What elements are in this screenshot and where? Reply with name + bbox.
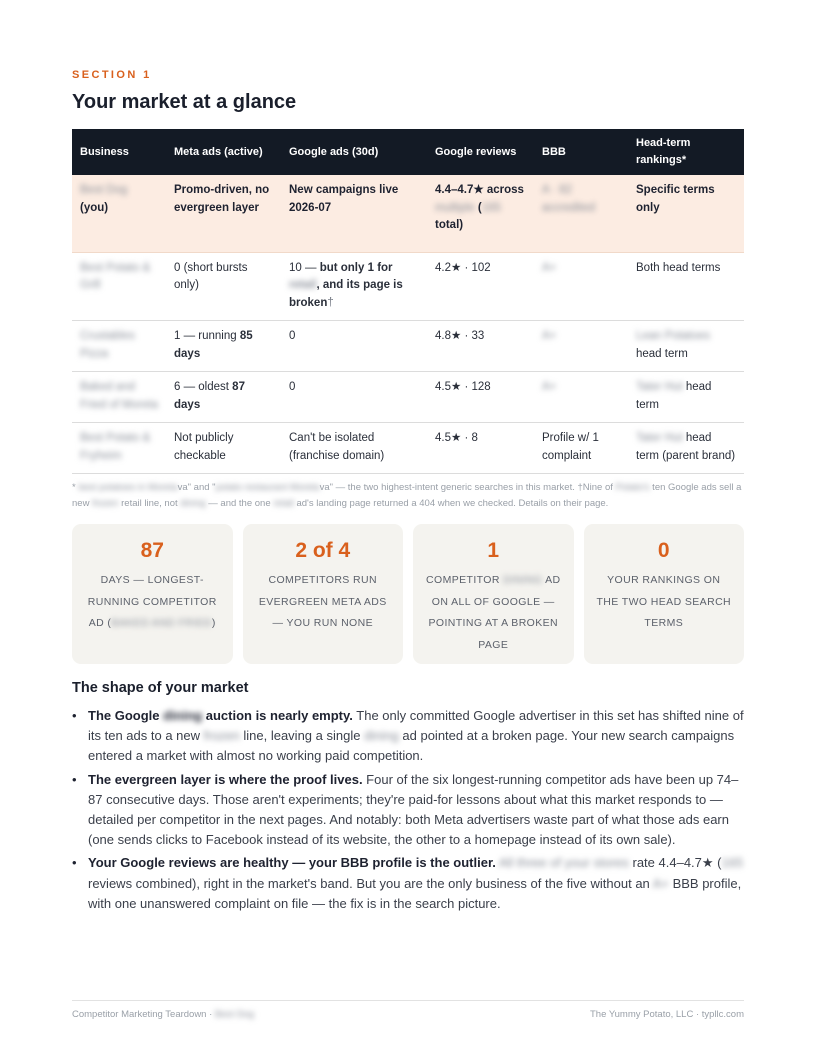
stat-cards [72, 524, 744, 664]
footnote-text: * [72, 482, 79, 493]
cell-meta [166, 321, 281, 372]
cell-reviews: 4.2★ · 102 [427, 252, 534, 321]
table-header-row [72, 129, 744, 175]
cell-bbb [534, 175, 628, 252]
stat-caption-text: COMPETITOR [426, 574, 504, 586]
bullet-text: reviews combined), right in the market's band. But you are the only business of the five without an [88, 875, 653, 891]
footer-divider [72, 1000, 744, 1001]
footnote-redacted: Potato's [615, 482, 650, 493]
bbb-redacted: A+ [542, 261, 557, 274]
rankings-redacted: Tater Hut [636, 432, 683, 444]
header-meta-ads: Meta ads (active) [166, 129, 281, 175]
bullet-redacted: frozen [203, 728, 240, 744]
bullet-text: Four of the six longest-running competitor ads have been up 74–87 consecutive days. Those aren't experiments; they're paid-for lessons about what this market responds to — detailed per competitor in the next pages. And notably: both Meta advertisers waste part of what those ads earn (one sends clicks to Facebook instead of its website, the other to a homepage instead of its own sale). [88, 771, 739, 848]
bullet-dot: • [72, 771, 77, 787]
footnote-text: va" — the two highest-intent generic searches in this market. †Nine of [319, 482, 616, 493]
table-row [72, 423, 744, 474]
reviews-paren: ( [477, 201, 482, 214]
footnote-text: ad's landing page returned a 404 when we checked. Details on their page. [293, 497, 609, 509]
cell-google-ads: Can't be isolated (franchise domain) [281, 423, 427, 474]
bbb-redacted: A+ [542, 381, 557, 393]
header-google-ads: Google ads (30d) [281, 129, 427, 175]
bullet-text: line, leaving a single [239, 728, 365, 744]
stat-number: 0 [657, 539, 670, 562]
cell-business [72, 252, 166, 321]
meta-text: 1 — running [174, 330, 240, 342]
rankings-text: head term [636, 347, 688, 360]
bullet-redacted: dining [364, 728, 399, 744]
cell-business [72, 372, 166, 423]
stat-card [584, 524, 745, 664]
business-name-redacted: Best Potato & Fryheim [80, 432, 151, 462]
stat-caption-text: AD ON ALL OF GOOGLE — POINTING AT A BROKEN PAGE [428, 574, 561, 651]
stat-caption [84, 570, 221, 635]
table-row [72, 372, 744, 423]
footnote-redacted: frozen [92, 497, 119, 509]
footnote-text: retail line, not [118, 497, 181, 509]
meta-text: 6 — oldest [174, 381, 233, 393]
stat-card [72, 524, 233, 664]
footnote-text: — and the one [205, 497, 274, 509]
cell-google-ads: 0 [281, 372, 427, 423]
cell-google-ads [281, 252, 427, 321]
list-item [72, 853, 744, 914]
cell-reviews: 4.5★ · 128 [427, 372, 534, 423]
page-title: Your market at a glance [72, 91, 297, 113]
business-name-redacted: Best Dog [80, 184, 128, 196]
list-item [72, 706, 744, 767]
business-name-redacted: Baked and Fried of Moreta [80, 381, 158, 411]
stat-caption-redacted: BAKED AND FRIED [111, 617, 212, 629]
bullet-text: rate 4.4–4.7★ ( [628, 855, 722, 871]
table-row-you [72, 175, 744, 252]
cell-rankings [628, 321, 744, 372]
shape-list [72, 706, 744, 917]
footer-client-redacted: Best Dog [214, 1009, 254, 1020]
bullet-dot: • [72, 708, 77, 723]
footnote-redacted: best potatoes in Moreta [78, 482, 178, 493]
table-footnote [72, 480, 744, 511]
bullet-dot: • [72, 855, 77, 871]
reviews-redacted: multiple [435, 201, 475, 214]
cell-reviews: 4.8★ · 33 [427, 321, 534, 372]
bullet-lead: The Google [88, 708, 164, 723]
bullet-redacted: dining [163, 708, 203, 723]
footnote-redacted: potato restaurant Moreta [215, 482, 320, 493]
footer-doc-title: Competitor Marketing Teardown · [72, 1009, 215, 1020]
stat-caption [255, 570, 392, 635]
stat-number: 87 [140, 539, 164, 562]
list-item [72, 770, 744, 851]
cell-bbb [534, 372, 628, 423]
google-ads-redacted: retail [289, 279, 317, 291]
table-row [72, 252, 744, 321]
reviews-text: 4.4–4.7★ across [435, 184, 524, 196]
bullet-text: BBB profile, with one unanswered complaint on file — the fix is in the search picture. [88, 875, 742, 911]
stat-caption-text: ) [211, 617, 216, 629]
rankings-text: head term [636, 381, 712, 411]
cell-rankings [628, 423, 744, 474]
cell-rankings: Specific terms only [628, 175, 744, 252]
header-google-reviews: Google reviews [427, 129, 534, 175]
bullet-redacted: 165 [721, 855, 744, 871]
stat-caption-text: COMPETITORS RUN EVERGREEN META ADS — YOU RUN NONE [258, 574, 387, 629]
bullet-lead: auction is nearly empty. [202, 708, 353, 723]
bullet-text: The only committed Google advertiser in this set has shifted nine of its ten ads to a new [88, 708, 744, 744]
dagger-mark: † [327, 296, 334, 309]
cell-meta: Not publicly checkable [166, 423, 281, 474]
footnote-redacted: retail [273, 497, 294, 509]
cell-business [72, 423, 166, 474]
footer-right: The Yummy Potato, LLC · typllc.com [590, 1009, 744, 1020]
stat-caption-text: YOUR RANKINGS ON THE TWO HEAD SEARCH TERMS [596, 574, 732, 629]
stat-caption [596, 570, 733, 635]
header-business: Business [72, 129, 166, 175]
stat-caption-redacted: DINING [503, 574, 543, 586]
shape-heading: The shape of your market [72, 680, 249, 696]
cell-meta [166, 372, 281, 423]
bullet-redacted: A+ [652, 875, 669, 891]
stat-caption [425, 570, 562, 656]
section-eyebrow: SECTION 1 [72, 69, 152, 81]
business-name-redacted: Best Potato & Grill [80, 261, 151, 291]
cell-business [72, 321, 166, 372]
rankings-text: head term (parent brand) [636, 432, 736, 462]
header-bbb: BBB [534, 129, 628, 175]
stat-card [413, 524, 574, 664]
footnote-text: ten Google ads sell a new [72, 482, 742, 509]
table-row [72, 321, 744, 372]
stat-number: 1 [487, 539, 500, 562]
stat-card [243, 524, 404, 664]
google-ads-emphasis: but only 1 for [319, 261, 393, 274]
cell-rankings: Both head terms [628, 252, 744, 321]
cell-meta: 0 (short bursts only) [166, 252, 281, 321]
header-rankings: Head-term rankings* [628, 129, 744, 175]
cell-reviews: 4.5★ · 8 [427, 423, 534, 474]
bbb-redacted: A+ [542, 330, 557, 342]
rankings-redacted: Lean Potatoes [636, 330, 711, 342]
cell-google-ads: New campaigns live 2026-07 [281, 175, 427, 252]
business-you-label: (you) [80, 201, 109, 214]
stat-number: 2 of 4 [295, 539, 351, 562]
bullet-redacted: All three of your stores [498, 855, 629, 871]
bullet-lead: Your Google reviews are healthy — your BBB profile is the outlier. [88, 855, 496, 871]
bullet-text: ad pointed at a broken page. Your new search campaigns entered a market with almost no working paid competition. [88, 728, 735, 764]
footer-left [72, 1009, 254, 1020]
reviews-total: total) [435, 219, 464, 231]
google-ads-emphasis-2: , and its page is broken [289, 279, 403, 309]
reviews-count-redacted: 165 [481, 201, 501, 214]
bbb-redacted: A · 82 accredited [542, 184, 596, 214]
bullet-lead: The evergreen layer is where the proof lives. [88, 771, 363, 787]
cell-bbb [534, 252, 628, 321]
cell-reviews [427, 175, 534, 252]
cell-business [72, 175, 166, 252]
business-name-redacted: Crustables Pizza [80, 330, 135, 360]
cell-meta: Promo-driven, no evergreen layer [166, 175, 281, 252]
footnote-redacted: dining [180, 497, 206, 509]
page [72, 0, 744, 1056]
cell-rankings [628, 372, 744, 423]
cell-google-ads: 0 [281, 321, 427, 372]
cell-bbb: Profile w/ 1 complaint [534, 423, 628, 474]
market-table [72, 129, 744, 474]
rankings-redacted: Tater Hut [636, 381, 683, 393]
footnote-text: va" and " [177, 482, 216, 493]
meta-emphasis: 87 days [174, 381, 245, 411]
meta-emphasis: 85 days [174, 330, 253, 360]
stat-caption-text: DAYS — LONGEST-RUNNING COMPETITOR AD ( [87, 574, 217, 629]
cell-bbb [534, 321, 628, 372]
google-ads-count: 10 — [289, 261, 320, 274]
